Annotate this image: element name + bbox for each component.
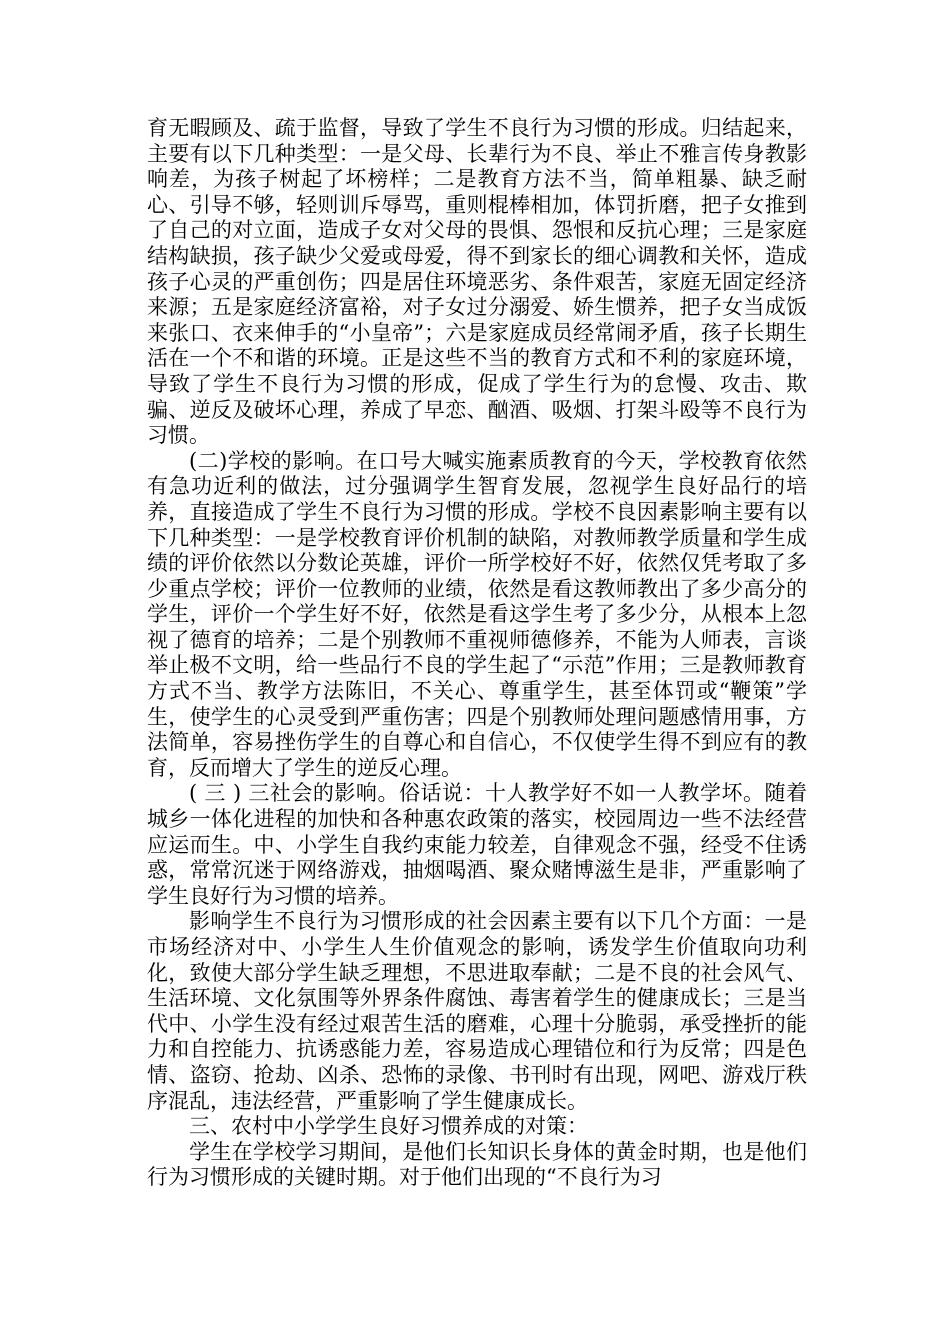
paragraph-countermeasures-intro: 学生在学校学习期间，是他们长知识长身体的黄金时期，也是他们行为习惯形成的关键时期。对于他们出现的“不良行为习 xyxy=(147,1139,807,1190)
section-heading-countermeasures: 三、农村中小学学生良好习惯养成的对策： xyxy=(189,1114,588,1139)
document-page xyxy=(147,116,807,1191)
paragraph-family-influence: 育无暇顾及、疏于监督，导致了学生不良行为习惯的形成。归结起来，主要有以下几种类型：一是父母、长辈行为不良、举止不雅言传身教影响差，为孩子树起了坏榜样；二是教育方法不当，简单粗暴、缺乏耐心、引导不够，轻则训斥辱骂，重则棍棒相加，体罚折磨，把子女推到了自己的对立面，造成子女对父母的畏惧、怨恨和反抗心理；三是家庭结构缺损，孩子缺少父爱或母爱，得不到家长的细心调教和关怀，造成孩子心灵的严重创伤；四是居住环境恶劣、条件艰苦，家庭无固定经济来源；五是家庭经济富裕，对子女过分溺爱、娇生惯养，把子女当成饭来张口、衣来伸手的“小皇帝”；六是家庭成员经常闹矛盾，孩子长期生活在一个不和谐的环境。正是这些不当的教育方式和不利的家庭环境，导致了学生不良行为习惯的形成，促成了学生行为的怠慢、攻击、欺骗、逆反及破坏心理，养成了早恋、酗酒、吸烟、打架斗殴等不良行为习惯。 xyxy=(147,116,807,448)
paragraph-school-influence: (二)学校的影响。在口号大喊实施素质教育的今天，学校教育依然有急功近利的做法，过分强调学生智育发展，忽视学生良好品行的培养，直接造成了学生不良行为习惯的形成。学校不良因素影响主要有以下几种类型：一是学校教育评价机制的缺陷，对教师教学质量和学生成绩的评价依然以分数论英雄，评价一所学校好不好，依然仅凭考取了多少重点学校；评价一位教师的业绩，依然是看这教师教出了多少高分的学生，评价一个学生好不好，依然是看这学生考了多少分，从根本上忽视了德育的培养；二是个别教师不重视师德修养，不能为人师表，言谈举止极不文明，给一些品行不良的学生起了“示范”作用；三是教师教育方式不当、教学方法陈旧，不关心、尊重学生，甚至体罚或“鞭策”学生，使学生的心灵受到严重伤害；四是个别教师处理问题感情用事，方法简单，容易挫伤学生的自尊心和自信心，不仅使学生得不到应有的教育，反而增大了学生的逆反心理。 xyxy=(147,448,807,780)
paragraph-social-factors: 影响学生不良行为习惯形成的社会因素主要有以下几个方面：一是市场经济对中、小学生人生价值观念的影响，诱发学生价值取向功利化，致使大部分学生缺乏理想，不思进取奉献；二是不良的社会风气、生活环境、文化氛围等外界条件腐蚀、毒害着学生的健康成长；三是当代中、小学生没有经过艰苦生活的磨难，心理十分脆弱，承受挫折的能力和自控能力、抗诱惑能力差，容易造成心理错位和行为反常；四是色情、盗窃、抢劫、凶杀、恐怖的录像、书刊时有出现，网吧、游戏厅秩序混乱，违法经营，严重影响了学生健康成长。 xyxy=(147,909,807,1113)
paragraph-society-influence: ( 三 ) 三社会的影响。俗话说：十人教学好不如一人教学坏。随着城乡一体化进程的加快和各种惠农政策的落实，校园周边一些不法经营应运而生。中、小学生自我约束能力较差，自律观念不强，经受不住诱惑，常常沉迷于网络游戏，抽烟喝酒、聚众赌博滋生是非，严重影响了学生良好行为习惯的培养。 xyxy=(147,781,807,908)
